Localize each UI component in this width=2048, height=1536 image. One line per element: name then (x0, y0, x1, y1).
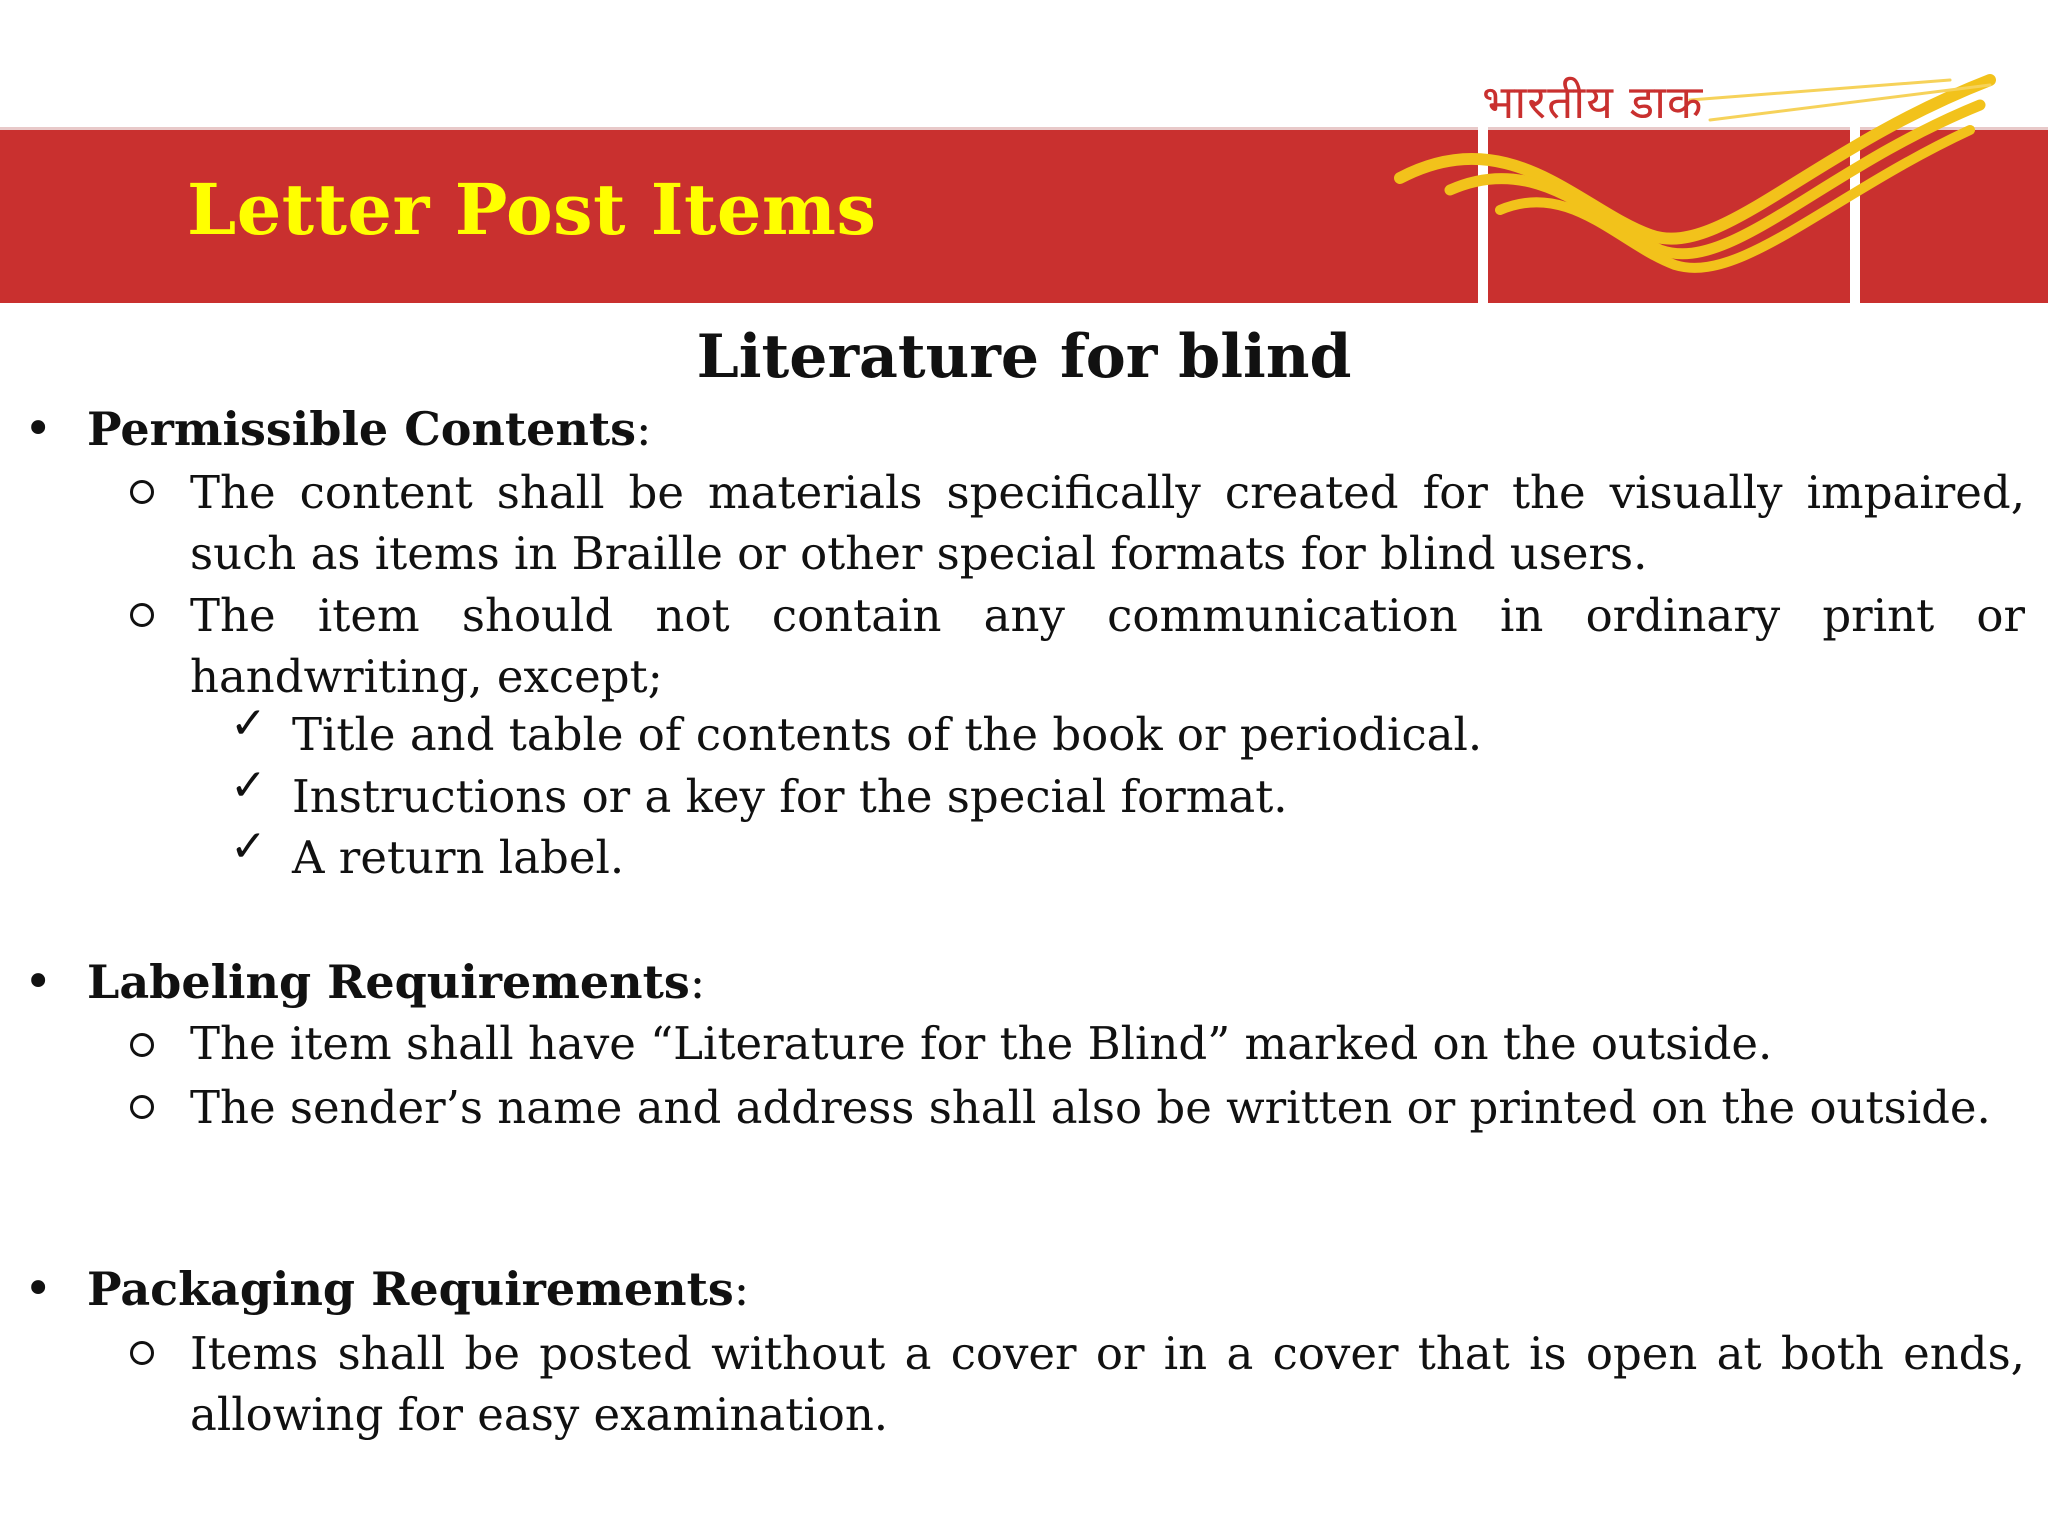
circle-bullet-icon (130, 1033, 154, 1057)
section-title-packaging-requirements (87, 1262, 749, 1316)
section-title-colon: : (733, 1262, 750, 1316)
section-title-text: Packaging Requirements (87, 1262, 734, 1316)
exception-item: A return label. (292, 831, 625, 884)
list-item: The content shall be materials specifically created for the visually impaired, such as items in Braille or other special formats for blind users. (190, 466, 2025, 580)
page-title: Letter Post Items (187, 168, 877, 251)
section-title-colon: : (636, 402, 652, 456)
checkmark-icon: ✓ (230, 698, 267, 749)
list-item: The item shall have “Literature for the Blind” marked on the outside. (190, 1017, 1773, 1070)
section-title-labeling-requirements (87, 955, 705, 1009)
checkmark-icon: ✓ (230, 760, 267, 811)
section-title-text: Labeling Requirements (87, 955, 690, 1009)
bullet-icon: • (24, 1261, 53, 1317)
circle-bullet-icon (130, 1095, 154, 1119)
slide-heading: Literature for blind (696, 322, 1352, 392)
circle-bullet-icon (130, 480, 154, 504)
bullet-icon: • (24, 401, 53, 457)
circle-bullet-icon (130, 1341, 154, 1365)
section-title-colon: : (689, 955, 706, 1009)
exception-item: Instructions or a key for the special format. (292, 770, 1288, 823)
section-title-text: Permissible Contents (87, 402, 637, 456)
exception-item: Title and table of contents of the book or periodical. (292, 708, 1483, 761)
list-item: The item should not contain any communication in ordinary print or handwriting, except; (190, 589, 2025, 703)
list-item: The sender’s name and address shall also be written or printed on the outside. (190, 1081, 1991, 1134)
section-title-permissible-contents (87, 402, 652, 456)
list-item: Items shall be posted without a cover or in a cover that is open at both ends, allowing for easy examination. (190, 1327, 2025, 1441)
checkmark-icon: ✓ (230, 821, 267, 872)
bullet-icon: • (24, 954, 53, 1010)
circle-bullet-icon (130, 603, 154, 627)
logo-text: भारतीय डाक (1482, 75, 1704, 129)
